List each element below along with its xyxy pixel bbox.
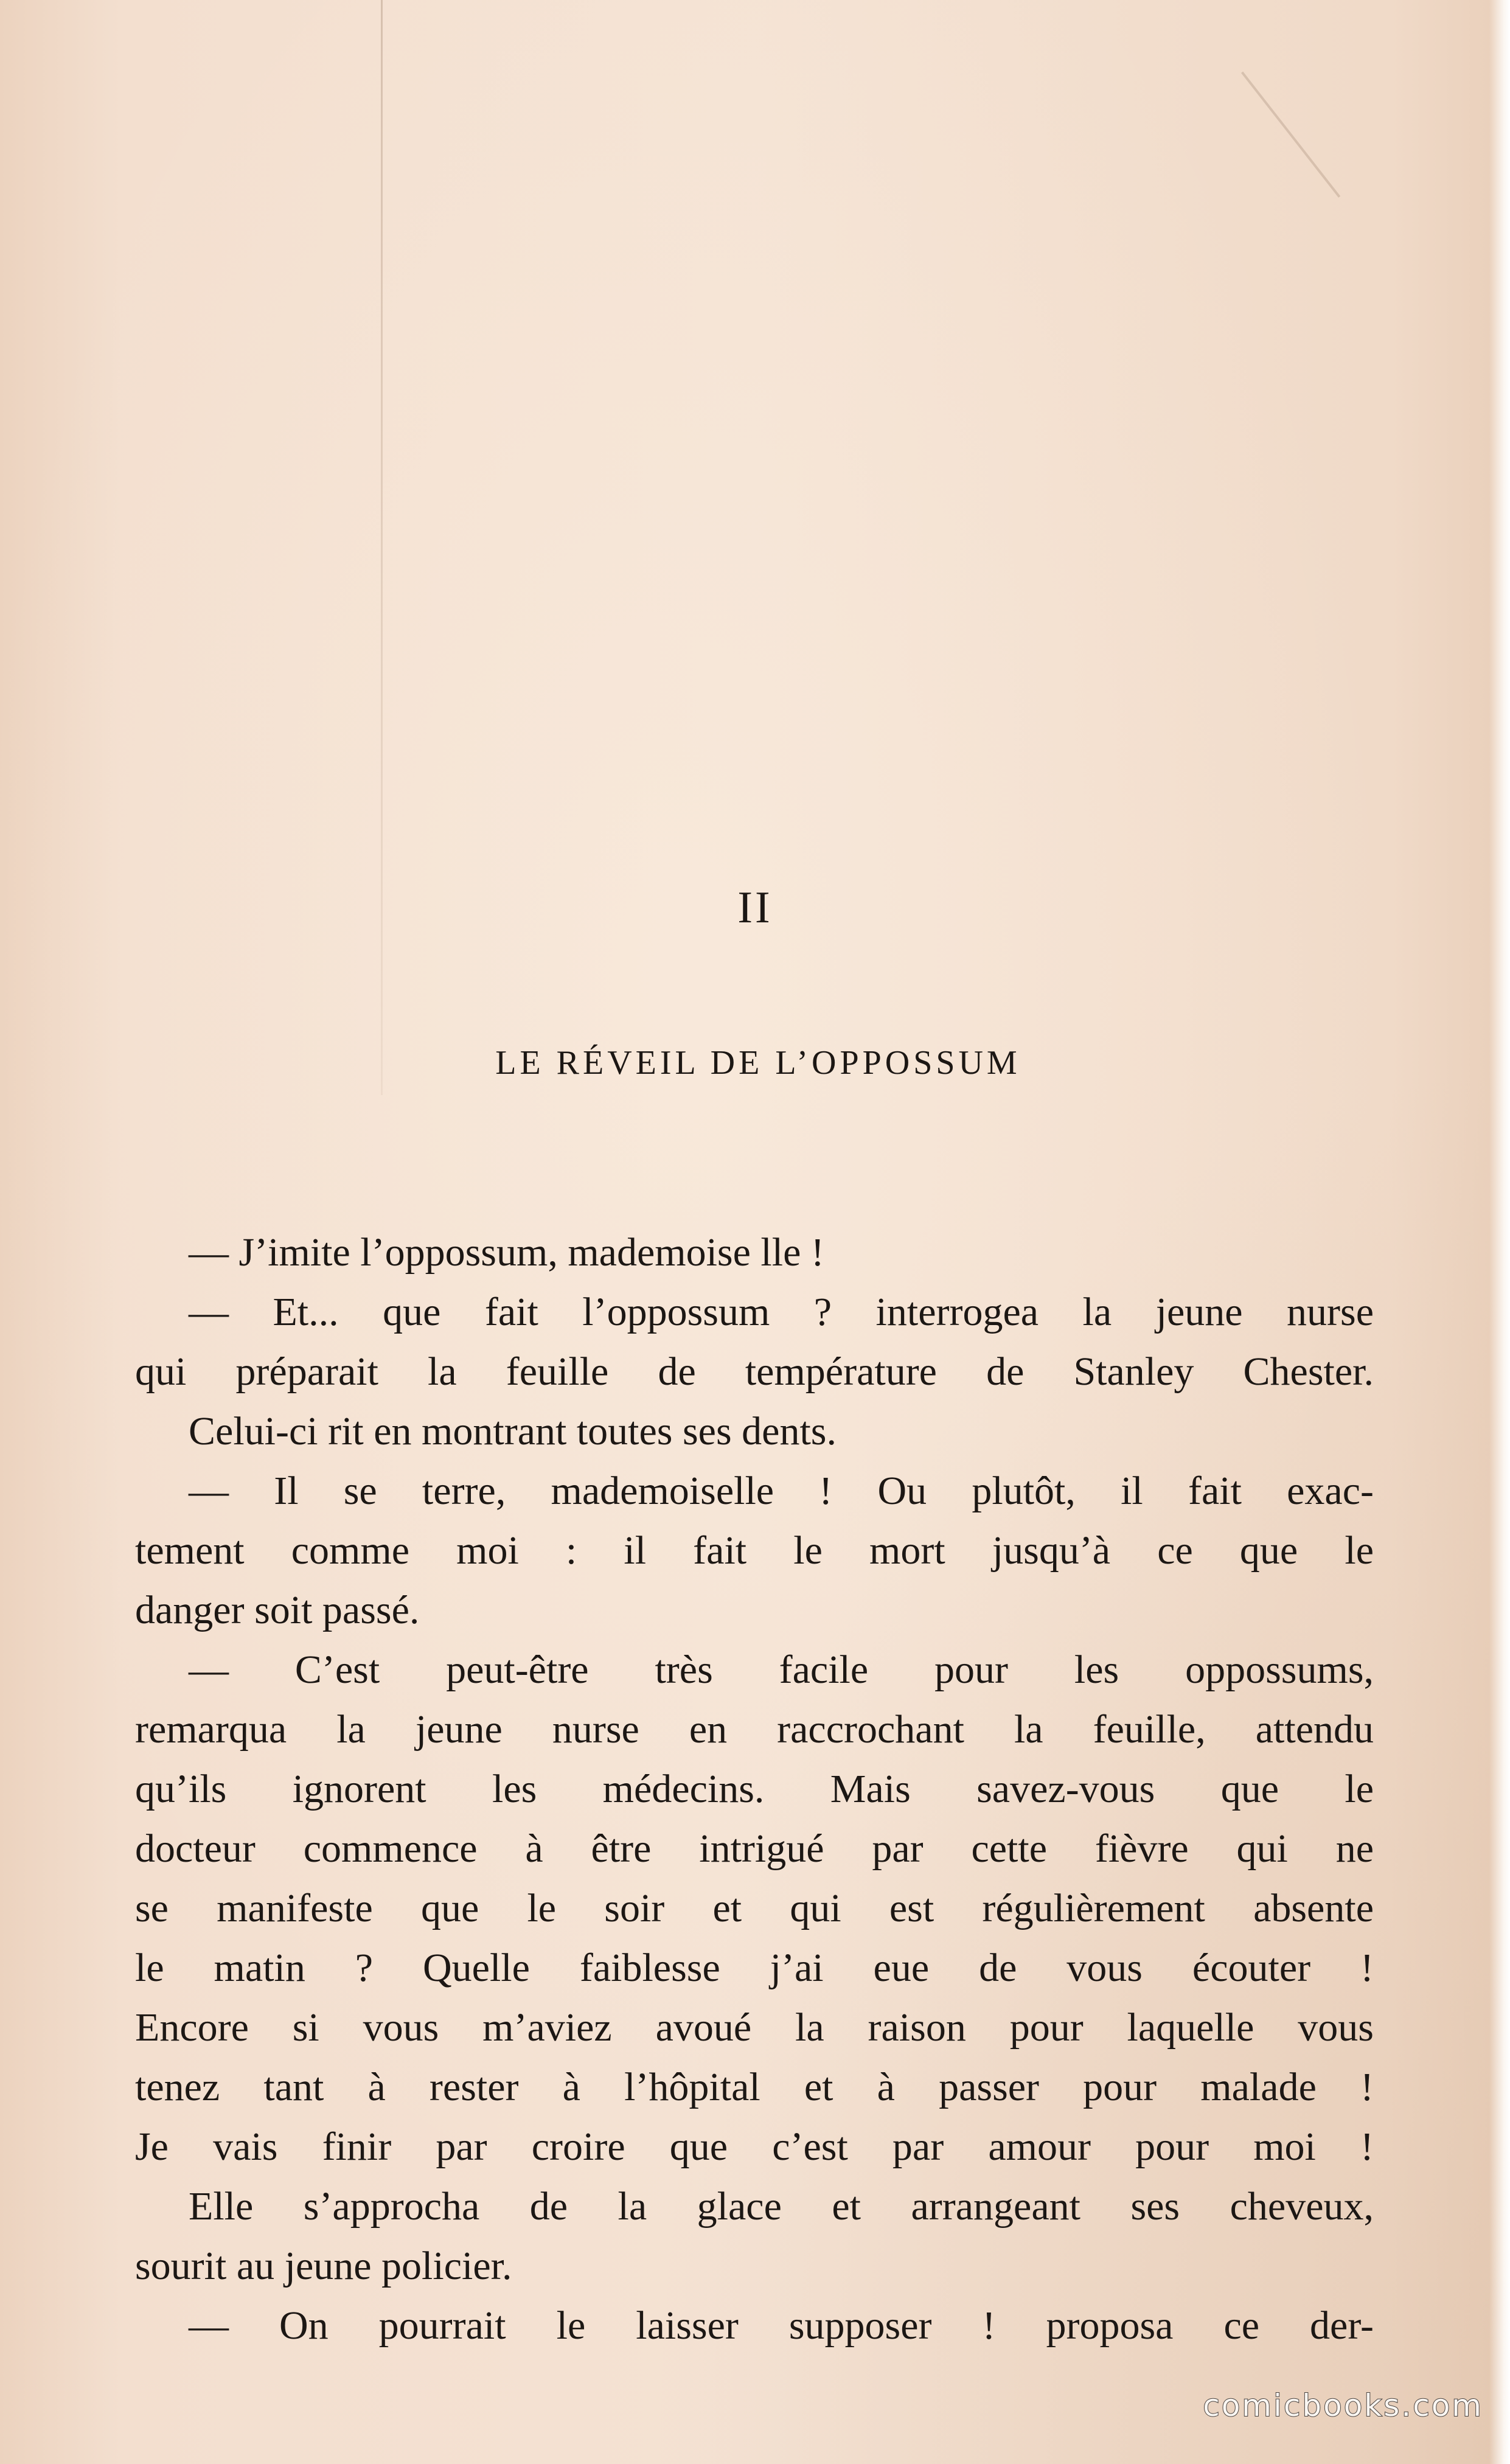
body-text <box>135 1223 1374 2356</box>
page-edge <box>1489 0 1510 2464</box>
paper-crease <box>1241 72 1340 198</box>
text-line: se manifeste que le soir et qui est régulièrement absente <box>135 1886 1374 1930</box>
text-line: — Et... que fait l’oppossum ? interrogea la jeune nurse <box>189 1290 1374 1334</box>
text-line: tenez tant à rester à l’hôpital et à passer pour malade ! <box>135 2065 1374 2109</box>
text-line: docteur commence à être intrigué par cette fièvre qui ne <box>135 1826 1374 1871</box>
text-line: Je vais finir par croire que c’est par amour pour moi ! <box>135 2125 1374 2169</box>
text-line: le matin ? Quelle faiblesse j’ai eue de vous écouter ! <box>135 1946 1374 1990</box>
text-line: danger soit passé. <box>135 1588 420 1632</box>
text-line: — J’imite l’oppossum, mademoise lle ! <box>189 1230 824 1275</box>
text-line: tement comme moi : il fait le mort jusqu’à ce que le <box>135 1528 1374 1573</box>
chapter-number: II <box>737 883 773 933</box>
text-line: Encore si vous m’aviez avoué la raison pour laquelle vous <box>135 2005 1374 2050</box>
text-line: qui préparait la feuille de température de Stanley Chester. <box>135 1349 1374 1394</box>
text-line: — C’est peut-être très facile pour les oppossums, <box>189 1648 1374 1692</box>
text-line: Elle s’approcha de la glace et arrangeant ses cheveux, <box>189 2184 1374 2229</box>
text-line: sourit au jeune policier. <box>135 2244 512 2288</box>
text-line: qu’ils ignorent les médecins. Mais savez-vous que le <box>135 1767 1374 1811</box>
text-line: remarqua la jeune nurse en raccrochant la feuille, attendu <box>135 1707 1374 1752</box>
text-line: Celui-ci rit en montrant toutes ses dents. <box>189 1409 837 1453</box>
chapter-title: LE RÉVEIL DE L’OPPOSSUM <box>495 1044 1021 1082</box>
text-line: — Il se terre, mademoiselle ! Ou plutôt, il fait exac- <box>189 1469 1374 1513</box>
text-line: — On pourrait le laisser supposer ! proposa ce der- <box>189 2303 1374 2348</box>
watermark-logo: comicbooks.com <box>1203 2388 1483 2423</box>
